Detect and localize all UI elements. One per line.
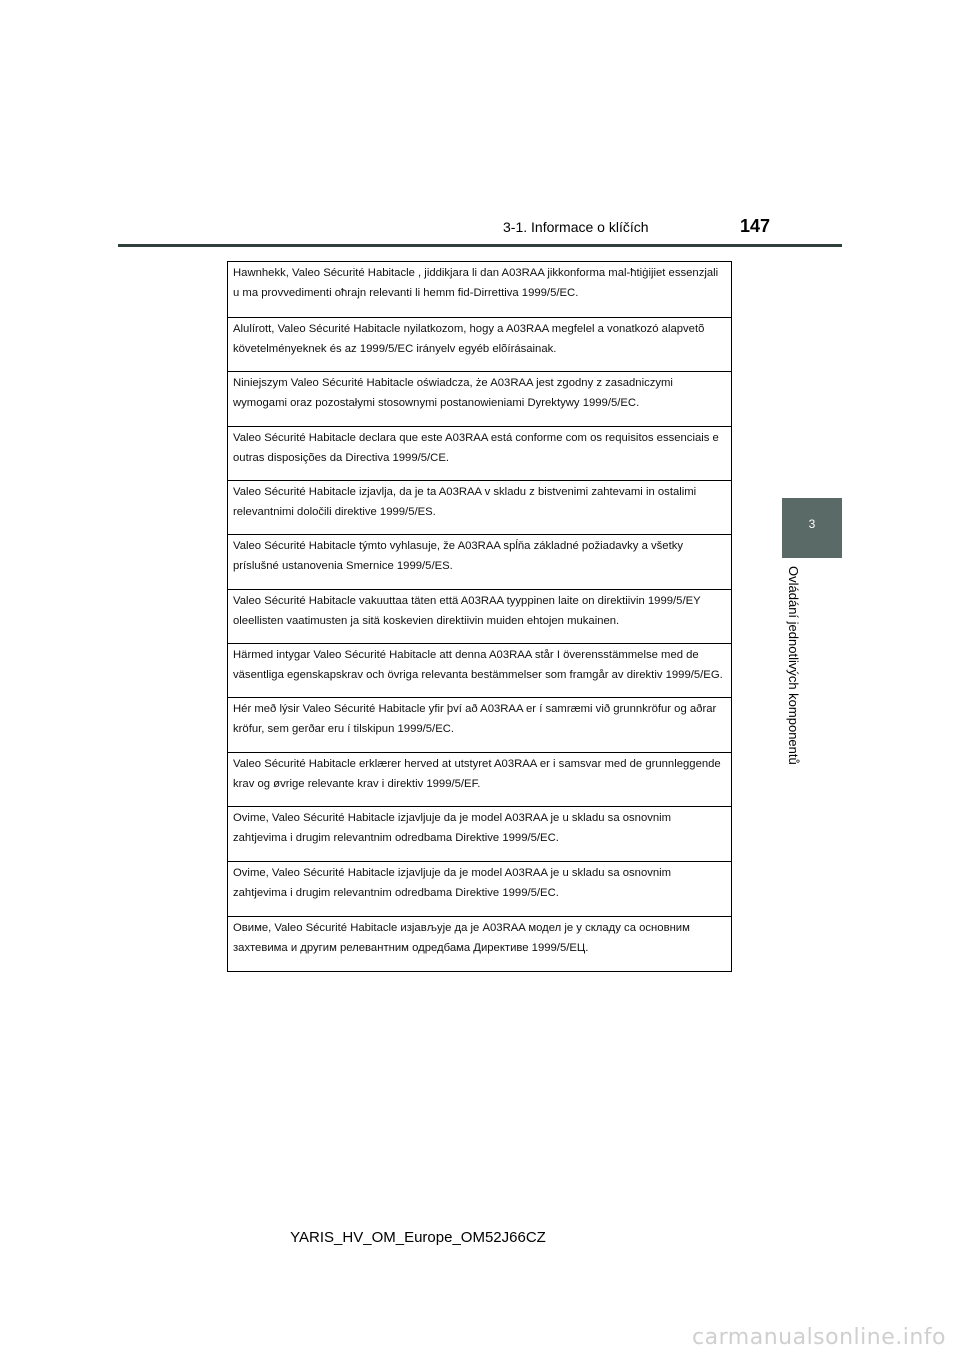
declaration-is: Hér með lýsir Valeo Sécurité Habitacle yfir því að A03RAA er í samræmi við grunnkröfur og aðrar kröfur, sem gerðar eru í tilskipun 1999/5/EC. bbox=[228, 698, 732, 753]
declaration-pl: Niniejszym Valeo Sécurité Habitacle oświadcza, że A03RAA jest zgodny z zasadniczymi wymogami oraz pozostałymi stosownymi postanowieniami Dyrektywy 1999/5/EC. bbox=[228, 372, 732, 427]
declaration-fi: Valeo Sécurité Habitacle vakuuttaa täten että A03RAA tyyppinen laite on direktiivin 1999/5/EY oleellisten vaatimusten ja sitä koskevien direktiivin muiden ehtojen mukainen. bbox=[228, 590, 732, 644]
document-code: YARIS_HV_OM_Europe_OM52J66CZ bbox=[290, 1229, 546, 1246]
header-divider bbox=[118, 244, 842, 247]
table-row bbox=[228, 262, 732, 318]
section-title: 3-1. Informace o klíčích bbox=[503, 219, 649, 235]
chapter-number: 3 bbox=[808, 517, 816, 531]
declaration-pt: Valeo Sécurité Habitacle declara que este A03RAA está conforme com os requisitos essenciais e outras disposições da Directiva 1999/5/CE. bbox=[228, 427, 732, 481]
page-number: 147 bbox=[740, 216, 771, 236]
declarations-table bbox=[227, 261, 732, 972]
table-row bbox=[228, 698, 732, 753]
table-row bbox=[228, 481, 732, 535]
chapter-label-wrap bbox=[786, 566, 810, 816]
table-row bbox=[228, 807, 732, 862]
table-row bbox=[228, 427, 732, 481]
table-row bbox=[228, 535, 732, 590]
table-row bbox=[228, 862, 732, 917]
watermark-logo: carmanualsonline.info bbox=[692, 1325, 946, 1350]
declaration-mt: Hawnhekk, Valeo Sécurité Habitacle , jiddikjara li dan A03RAA jikkonforma mal-ħtiġijiet essenzjali u ma provvedimenti oħrajn relevanti li hemm fid-Dirrettiva 1999/5/EC. bbox=[228, 262, 732, 318]
table-row bbox=[228, 644, 732, 698]
declaration-hr: Ovime, Valeo Sécurité Habitacle izjavljuje da je model A03RAA je u skladu sa osnovnim zahtjevima i drugim relevantnim odredbama Direktive 1999/5/EC. bbox=[228, 807, 732, 862]
chapter-tab bbox=[782, 498, 842, 558]
declaration-sv: Härmed intygar Valeo Sécurité Habitacle att denna A03RAA står I överensstämmelse med de väsentliga egenskapskrav och övriga relevanta bestämmelser som framgår av direktiv 1999/5/EG. bbox=[228, 644, 732, 698]
declaration-no: Valeo Sécurité Habitacle erklærer herved at utstyret A03RAA er i samsvar med de grunnleggende krav og øvrige relevante krav i direktiv 1999/5/EF. bbox=[228, 753, 732, 807]
table-row bbox=[228, 590, 732, 644]
declaration-hu: Alulírott, Valeo Sécurité Habitacle nyilatkozom, hogy a A03RAA megfelel a vonatkozó alapvetõ követelményeknek és az 1999/5/EC irányelv egyéb elõírásainak. bbox=[228, 318, 732, 372]
footer bbox=[0, 1229, 960, 1246]
declaration-sr: Овиме, Valeo Sécurité Habitacle изјављује да је A03RAA модел је у складу са основним захтевима и другим релевантним одредбама Директиве 1999/5/ЕЦ. bbox=[228, 917, 732, 972]
declaration-bs: Ovime, Valeo Sécurité Habitacle izjavljuje da je model A03RAA je u skladu sa osnovnim zahtjevima i drugim relevantnim odredbama Direktive 1999/5/EC. bbox=[228, 862, 732, 917]
chapter-label: Ovládání jednotlivých komponentů bbox=[786, 566, 801, 765]
table-row bbox=[228, 753, 732, 807]
declaration-sk: Valeo Sécurité Habitacle týmto vyhlasuje, že A03RAA spĺňa základné požiadavky a všetky príslušné ustanovenia Smernice 1999/5/ES. bbox=[228, 535, 732, 590]
table-row bbox=[228, 917, 732, 972]
table-row bbox=[228, 318, 732, 372]
table-row bbox=[228, 372, 732, 427]
declaration-sl: Valeo Sécurité Habitacle izjavlja, da je ta A03RAA v skladu z bistvenimi zahtevami in ostalimi relevantnimi določili direktive 1999/5/ES. bbox=[228, 481, 732, 535]
